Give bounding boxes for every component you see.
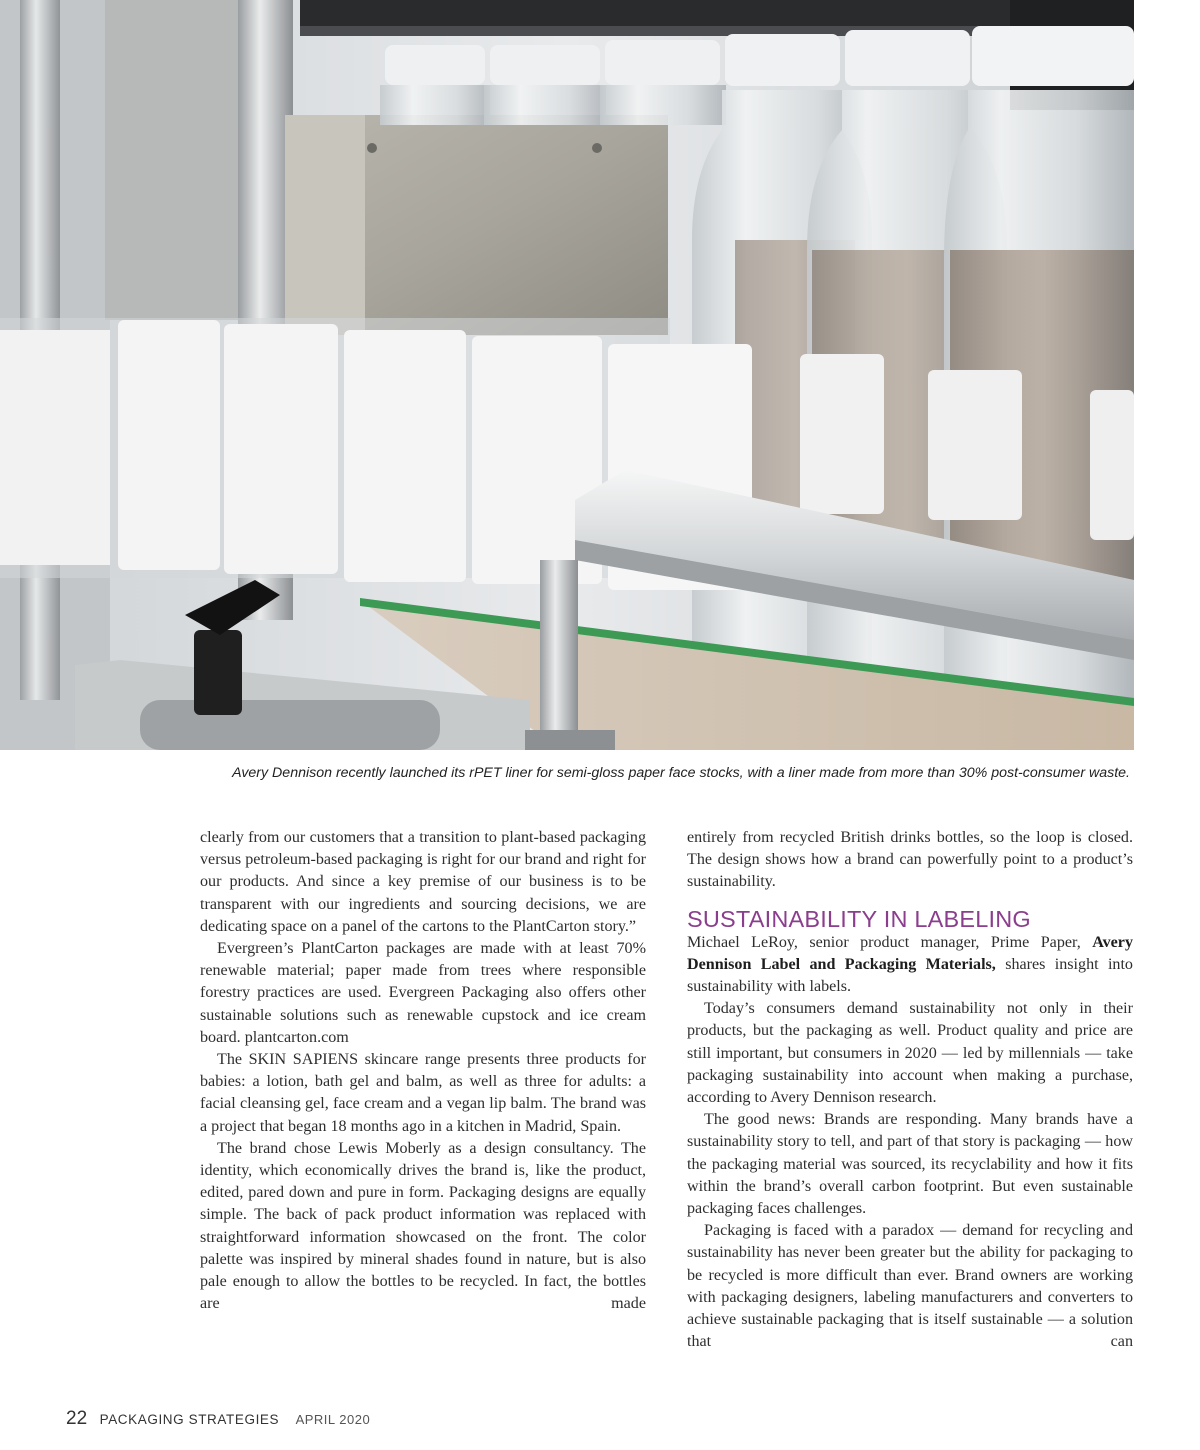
page-number: 22 [66, 1408, 88, 1429]
paragraph: Today’s consumers demand sustainability not only in their products, but the packaging as well. Product quality and price are still important, but consumers in 2020 — led by millennials — take packaging sustainability into account when making a purchase, according to Avery Dennison research. [687, 1000, 1133, 1107]
company-name: Avery Dennison Label and Packaging Materials, [687, 933, 1133, 973]
paragraph [687, 932, 1133, 999]
paragraph: The SKIN SAPIENS skincare range presents three products for babies: a lotion, bath gel and balm, as well as three for adults: a facial cleansing gel, face cream and a vegan lip balm. The brand was a project that began 18 months ago in a kitchen in Madrid, Spain. [200, 1051, 646, 1135]
paragraph: entirely from recycled British drinks bottles, so the loop is closed. The design shows how a brand can powerfully point to a product’s sustainability. [687, 829, 1133, 891]
paragraph: The good news: Brands are responding. Many brands have a sustainability story to tell, and part of that story is packaging — how the packaging material was sourced, its recyclability and how it fits within the brand’s overall carbon footprint. But even sustainable packaging faces challenges. [687, 1111, 1133, 1218]
section-heading: SUSTAINABILITY IN LABELING [687, 905, 1031, 932]
paragraph: The brand chose Lewis Moberly as a design consultancy. The identity, which economically drives the brand is, like the product, edited, pared down and pure in form. Packaging designs are equally simple. The back of pack product information was replaced with straightforward information showcased on the front. The color palette was inspired by mineral shades found in nature, but is also pale enough to allow the bottles to be recycled. In fact, the bottles are made [200, 1139, 646, 1313]
paragraph: Evergreen’s PlantCarton packages are made with at least 70% renewable material; paper made from trees where responsible forestry practices are used. Evergreen Packaging also offers other sustainable solutions such as renewable cupstock and ice cream board. plantcarton.com [200, 940, 646, 1046]
paragraph: Packaging is faced with a paradox — demand for recycling and sustainability has never been greater but the ability for packaging to be recycled is more difficult than ever. Brand owners are working with packaging designers, labeling manufacturers and converters to achieve sustainable packaging that is itself sustainable — a solution that can [687, 1222, 1133, 1351]
paragraph-text: Michael LeRoy, senior product manager, Prime Paper, [687, 933, 1093, 951]
paragraph-text: shares insight into sustainability with labels. [687, 955, 1133, 996]
magazine-name: PACKAGING STRATEGIES [99, 1412, 280, 1427]
issue-date: APRIL 2020 [295, 1412, 371, 1427]
paragraph: clearly from our customers that a transition to plant-based packaging versus petroleum-based packaging is right for our brand and right for our products. And since a key premise of our business is to be transparent with our ingredients and sourcing decisions, we are dedicating space on a panel of the cartons to the PlantCarton story.” [200, 829, 646, 935]
photo-caption: Avery Dennison recently launched its rPET liner for semi-gloss paper face stocks, with a liner made from more than 30% post-consumer waste. [232, 765, 1130, 781]
article-column-left [200, 827, 646, 1315]
page-footer [66, 1408, 370, 1430]
article-column-right [687, 827, 1133, 1353]
labeling-machine-photo [0, 0, 1134, 750]
